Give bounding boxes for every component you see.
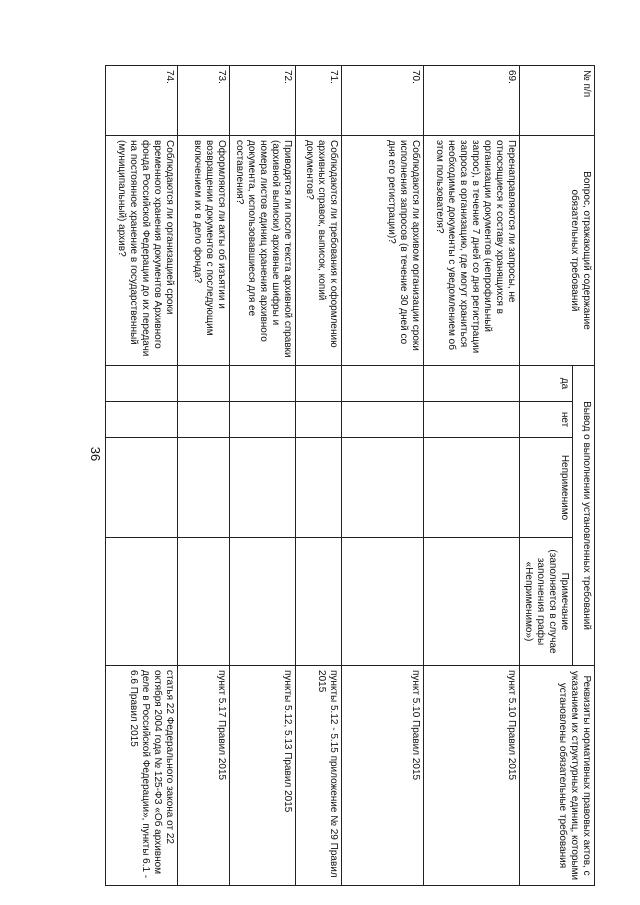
table-row [296,66,342,886]
cell-yes [296,366,342,402]
row-requisites: статья 22 Федерального закона от 22 октября 2004 года № 125-ФЗ «Об архивном деле в Российской Федерации», пункты 6.1 - 6.6 Правил 2015 [106,666,178,886]
table-row [230,66,296,886]
row-number: 69. [424,66,520,136]
cell-yes [106,366,178,402]
row-number: 72. [230,66,296,136]
table-row [178,66,230,886]
header-no: нет [520,402,573,438]
cell-na [230,438,296,538]
table-row [342,66,424,886]
row-question: Оформляются ли акты об изъятии и возвращении документов с последующим включением их в дело фонда? [178,136,230,366]
cell-na [296,438,342,538]
cell-note [178,538,230,666]
table-row [424,66,520,886]
row-question: Соблюдаются ли организацией сроки временного хранения документов Архивного фонда Российской Федерации до их передачи на постоянное хранение в государственный (муниципальный) архив? [106,136,178,366]
table-row [106,66,178,886]
cell-na [178,438,230,538]
cell-yes [342,366,424,402]
row-question: Перенаправляются ли запросы, не относящиеся к составу хранящихся в организации документов (непрофильный запрос), в течение 7 дней со дня регистрации запроса в организацию, где могут храниться необходимые документы с уведомлением об этом пользователя? [424,136,520,366]
header-note: Примечание (заполняется в случае заполнения графы «Неприменимо») [520,538,573,666]
row-requisites: пункт 5.10 Правил 2015 [342,666,424,886]
cell-no [296,402,342,438]
cell-yes [178,366,230,402]
cell-yes [230,366,296,402]
row-question: Соблюдаются ли требования к оформлению архивных справок, выписок, копий документов? [296,136,342,366]
header-conclusion: Вывод о выполнении установленных требований [573,366,595,666]
cell-yes [424,366,520,402]
row-requisites: пункт 5.17 Правил 2015 [178,666,230,886]
cell-note [424,538,520,666]
row-requisites: пункты 5.12 - 5.15 приложение № 29 Правил 2015 [296,666,342,886]
cell-note [342,538,424,666]
row-number: 74. [106,66,178,136]
cell-na [424,438,520,538]
header-yes: да [520,366,573,402]
cell-no [178,402,230,438]
page-number: 36 [88,446,103,462]
row-requisites: пункт 5.10 Правил 2015 [424,666,520,886]
header-question: Вопрос, отражающий содержание обязательных требований [520,136,595,366]
requirements-table [105,65,595,886]
header-requisites: Реквизиты нормативных правовых актов, с указанием их структурных единиц, которыми установлены обязательные требования [520,666,595,886]
header-num: № п/п [520,66,595,136]
row-number: 71. [296,66,342,136]
cell-note [296,538,342,666]
row-number: 73. [178,66,230,136]
row-question: Приводятся ли после текста архивной справки (архивной выписки) архивные шифры и номера листов единиц хранения архивного документа, использовавшиеся для ее составления? [230,136,296,366]
cell-note [230,538,296,666]
cell-no [342,402,424,438]
row-question: Соблюдаются ли архивом организации сроки исполнения запросов (в течение 30 дней со дня его регистрации)? [342,136,424,366]
row-requisites: пункты 5.12, 5.13 Правил 2015 [230,666,296,886]
cell-no [106,402,178,438]
cell-no [230,402,296,438]
cell-no [424,402,520,438]
row-number: 70. [342,66,424,136]
rotated-table-container [115,65,595,885]
cell-note [106,538,178,666]
cell-na [106,438,178,538]
cell-na [342,438,424,538]
header-not-applicable: Неприменимо [520,438,573,538]
